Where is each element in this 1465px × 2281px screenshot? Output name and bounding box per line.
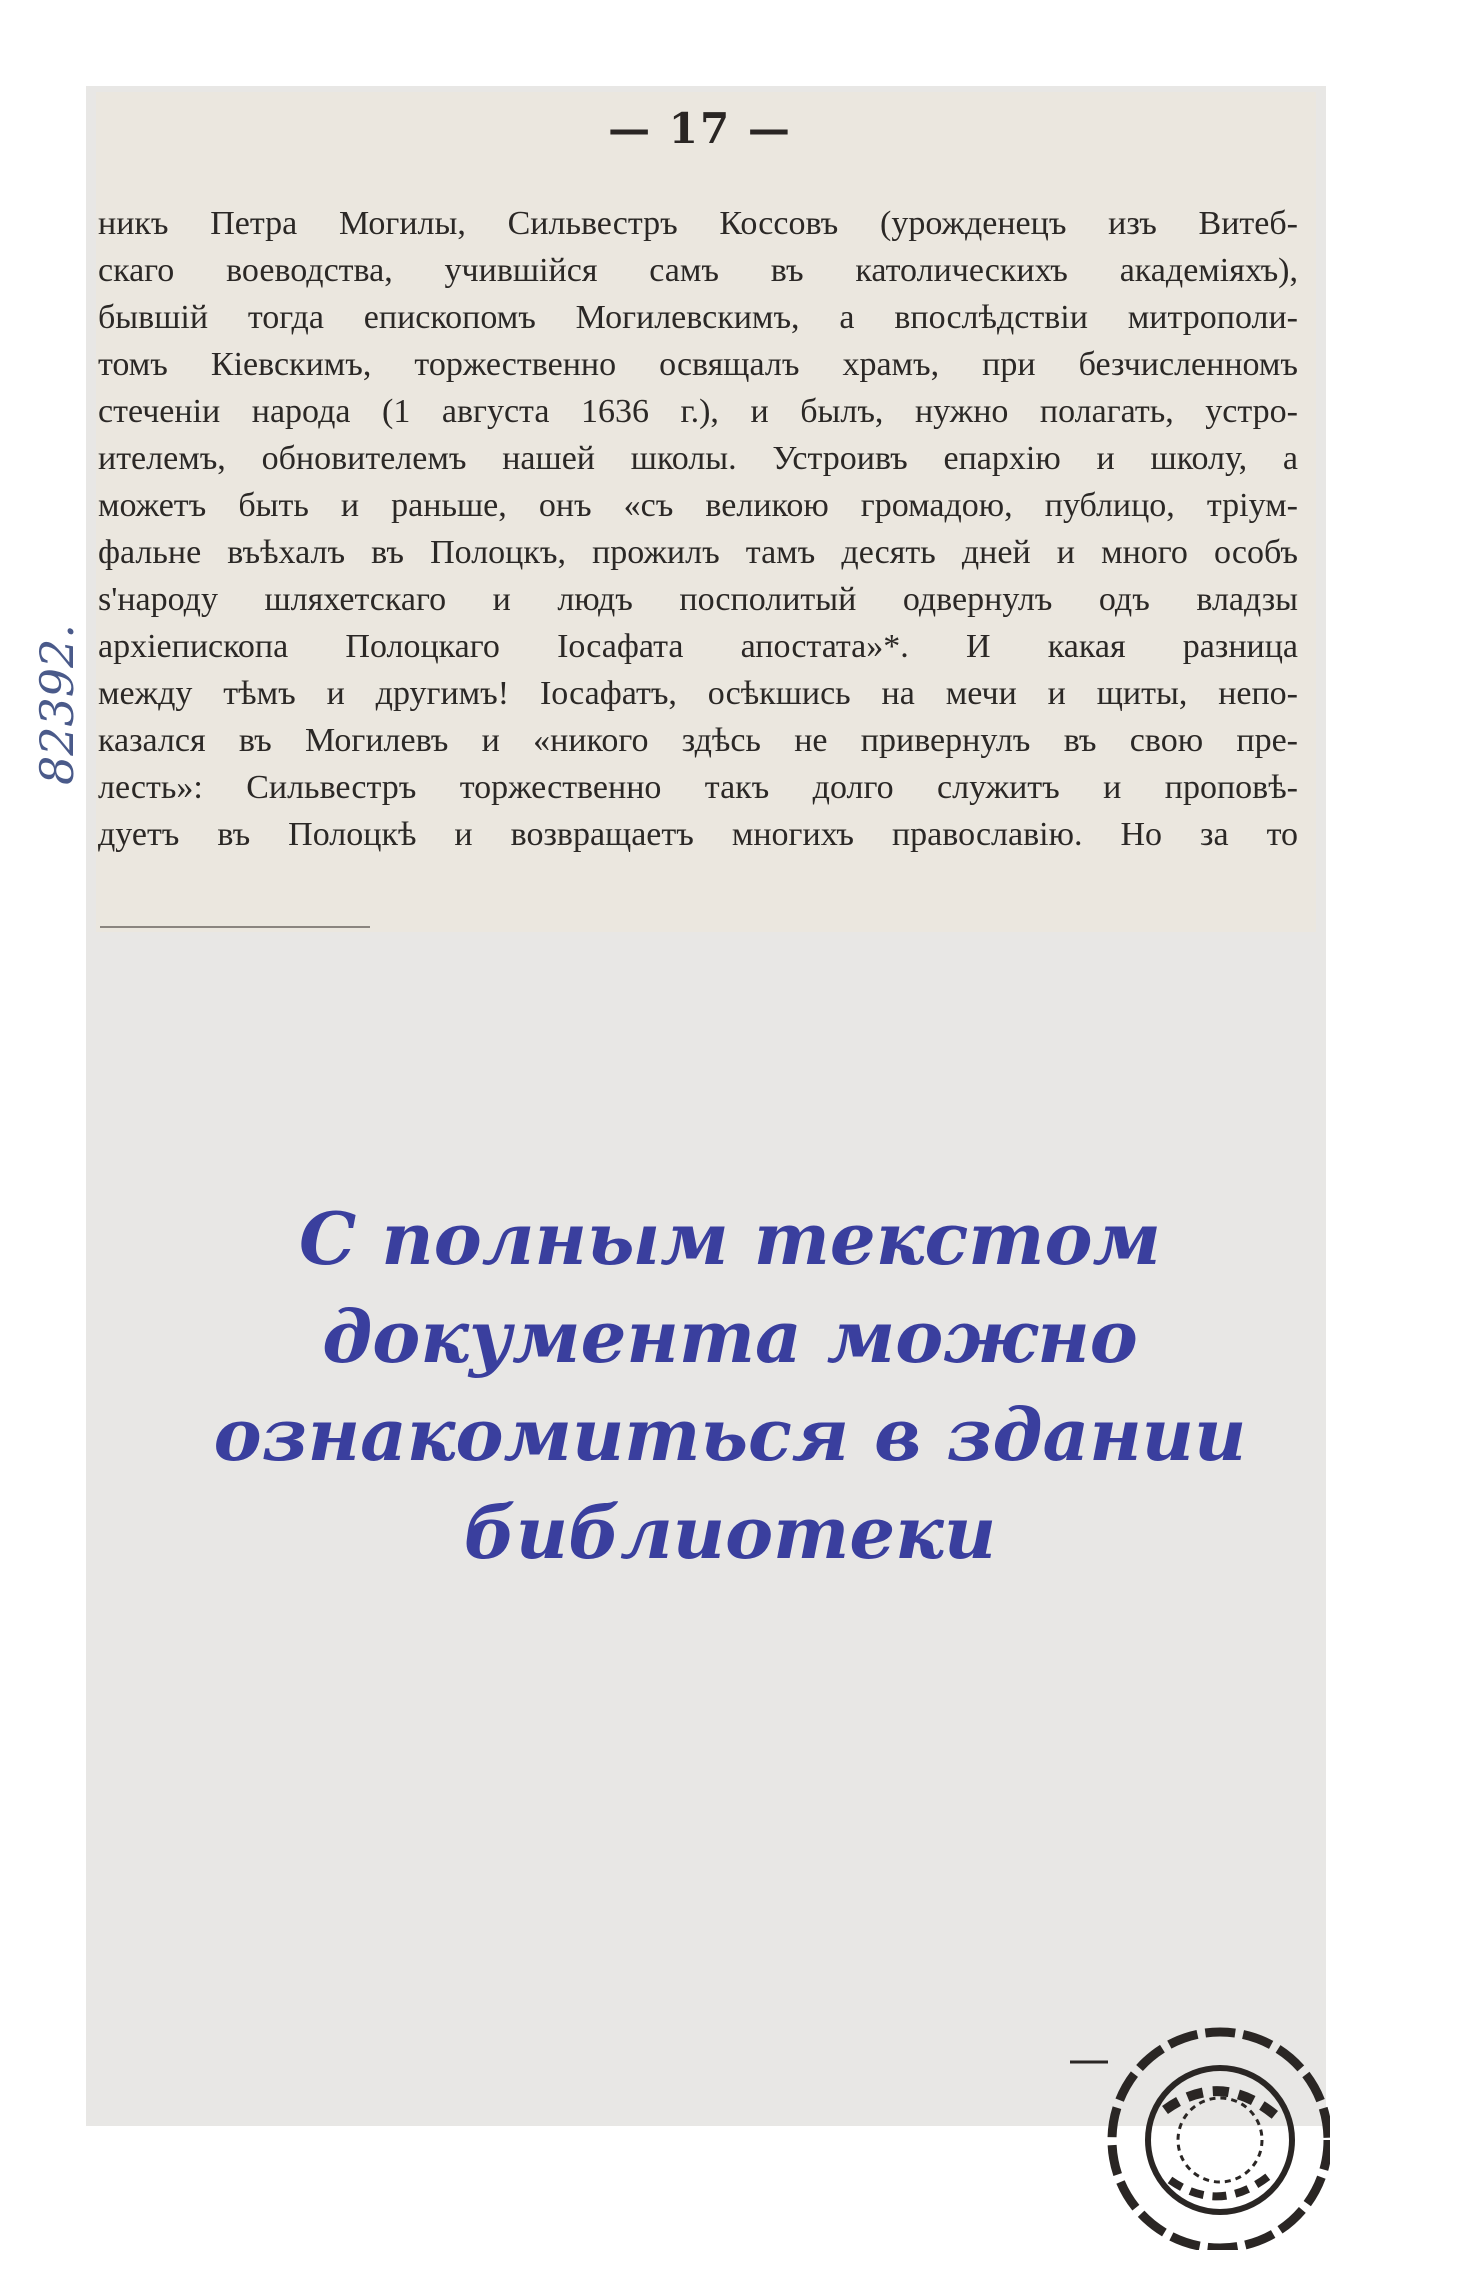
text-line: никъ Петра Могилы, Сильвестръ Коссовъ (урожденецъ изъ Витеб-: [98, 205, 1298, 242]
library-stamp-icon: [1070, 1990, 1330, 2250]
text-line: ителемъ, обновителемъ нашей школы. Устроивъ епархію и школу, а: [98, 440, 1298, 477]
handwritten-margin-note: 82392.: [30, 624, 84, 786]
notice-line: библиотеки: [463, 1490, 997, 1575]
text-line: скаго воеводства, учившійся самъ въ католическихъ академіяхъ),: [98, 252, 1298, 289]
page-number: — 17 —: [608, 104, 792, 153]
text-line: бывшій тогда епископомъ Могилевскимъ, а впослѣдствіи митрополи-: [98, 299, 1298, 336]
notice-line: С полным текстом: [299, 1196, 1161, 1281]
notice-line: документа можно: [322, 1294, 1138, 1379]
text-line: казался въ Могилевъ и «никого здѣсь не привернулъ въ свою пре-: [98, 722, 1298, 759]
text-line: фальне въѣхалъ въ Полоцкъ, прожилъ тамъ десять дней и много особъ: [98, 534, 1298, 571]
text-line: s'народу шляхетскаго и людъ посполитый одвернулъ одъ владзы: [98, 581, 1298, 618]
text-line: стеченіи народа (1 августа 1636 г.), и былъ, нужно полагать, устро-: [98, 393, 1298, 430]
body-text: [98, 200, 1298, 858]
text-line: лесть»: Сильвестръ торжественно такъ долго служитъ и проповѣ-: [98, 769, 1298, 806]
text-line: томъ Кіевскимъ, торжественно освящалъ храмъ, при безчисленномъ: [98, 346, 1298, 383]
footnote-divider: [100, 926, 370, 928]
text-line: архіепископа Полоцкаго Іосафата апостата»*. И какая разница: [98, 628, 1298, 665]
text-line: между тѣмъ и другимъ! Іосафатъ, осѣкшись на мечи и щиты, непо-: [98, 675, 1298, 712]
notice-line: ознакомиться в здании: [213, 1392, 1247, 1477]
text-line: можетъ быть и раньше, онъ «съ великою громадою, публицо, тріум-: [98, 487, 1298, 524]
library-notice: [150, 1190, 1310, 1582]
text-line: дуетъ въ Полоцкѣ и возвращаетъ многихъ православію. Но за то: [98, 816, 1298, 853]
